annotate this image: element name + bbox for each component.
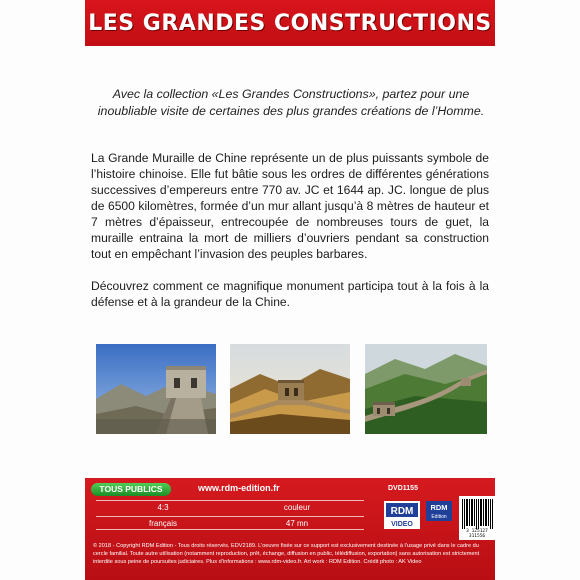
description — [91, 150, 489, 326]
rdm-edition-logo — [425, 498, 453, 526]
page-title: LES GRANDES CONSTRUCTIONS — [88, 10, 492, 36]
photo-great-wall-tower — [96, 344, 216, 434]
intro-text: Avec la collection «Les Grandes Constructions», partez pour une inoubliable visite de certaines des plus grandes créations de l’Homme. — [97, 87, 485, 118]
website-link[interactable]: www.rdm-edition.fr — [198, 483, 280, 493]
description-paragraph-1: La Grande Muraille de Chine représente un de plus puissants symbole de l’histoire chinoise. Elle fut bâtie sous les ordres de différentes générations successives d’empereurs entre 770 av. JC et 1644 ap. JC. longue de plus de 6500 kilomètres, formée d’un mur allant jusqu’à 8 mètres de hauteur et 7 mètres d’épaisseur, entrecoupée de nombreuses tours de guet, la muraille entraina la mort de milliers d’ouvriers pendant sa construction tout en empêchant l’invasion des peuples barbares. — [91, 151, 489, 261]
color-format: couleur — [283, 503, 311, 512]
description-paragraph-2: Découvrez comment ce magnifique monument participa tout à la fois à la défense et à la grandeur de la Chine. — [91, 279, 489, 309]
svg-text:VIDEO: VIDEO — [391, 521, 413, 528]
photo-great-wall-golden-hills — [230, 344, 350, 434]
format-row — [96, 501, 364, 516]
aspect-ratio: 4:3 — [157, 503, 169, 512]
svg-text:RDM: RDM — [390, 506, 414, 517]
format-table — [96, 500, 364, 530]
rdm-video-logo — [382, 497, 422, 537]
audience-badge: TOUS PUBLICS — [91, 483, 171, 496]
svg-text:RDM: RDM — [430, 503, 448, 512]
barcode-number: 3 125127 311556 — [466, 529, 488, 539]
dvd-reference: DVD1155 — [388, 485, 418, 492]
info-panel — [85, 478, 495, 580]
language: français — [148, 519, 177, 528]
svg-text:Edition: Edition — [431, 514, 447, 520]
legal-notice: © 2018 - Copyright RDM Edition - Tous droits réservés. EDV2189. L’oeuvre fixée sur ce support est exclusivement destinée à l’usage privé dans le cadre du cercle familial. Toute autre utilisation (notamment reproduction, prêt, échange, diffusion en public, télédiffusion, exportation) sans autorisation est strictement interdite sous peine de poursuites judiciaires. Plus d’informations : www.rdm-video.fr. Art work : RDM Edition. Crédit photo : AK Video — [93, 543, 480, 565]
title-banner — [85, 0, 495, 46]
format-row — [96, 516, 364, 531]
barcode — [459, 496, 495, 540]
duration: 47 mn — [285, 519, 309, 528]
barcode-bars — [459, 496, 495, 532]
photo-great-wall-green-mountains — [365, 344, 487, 434]
